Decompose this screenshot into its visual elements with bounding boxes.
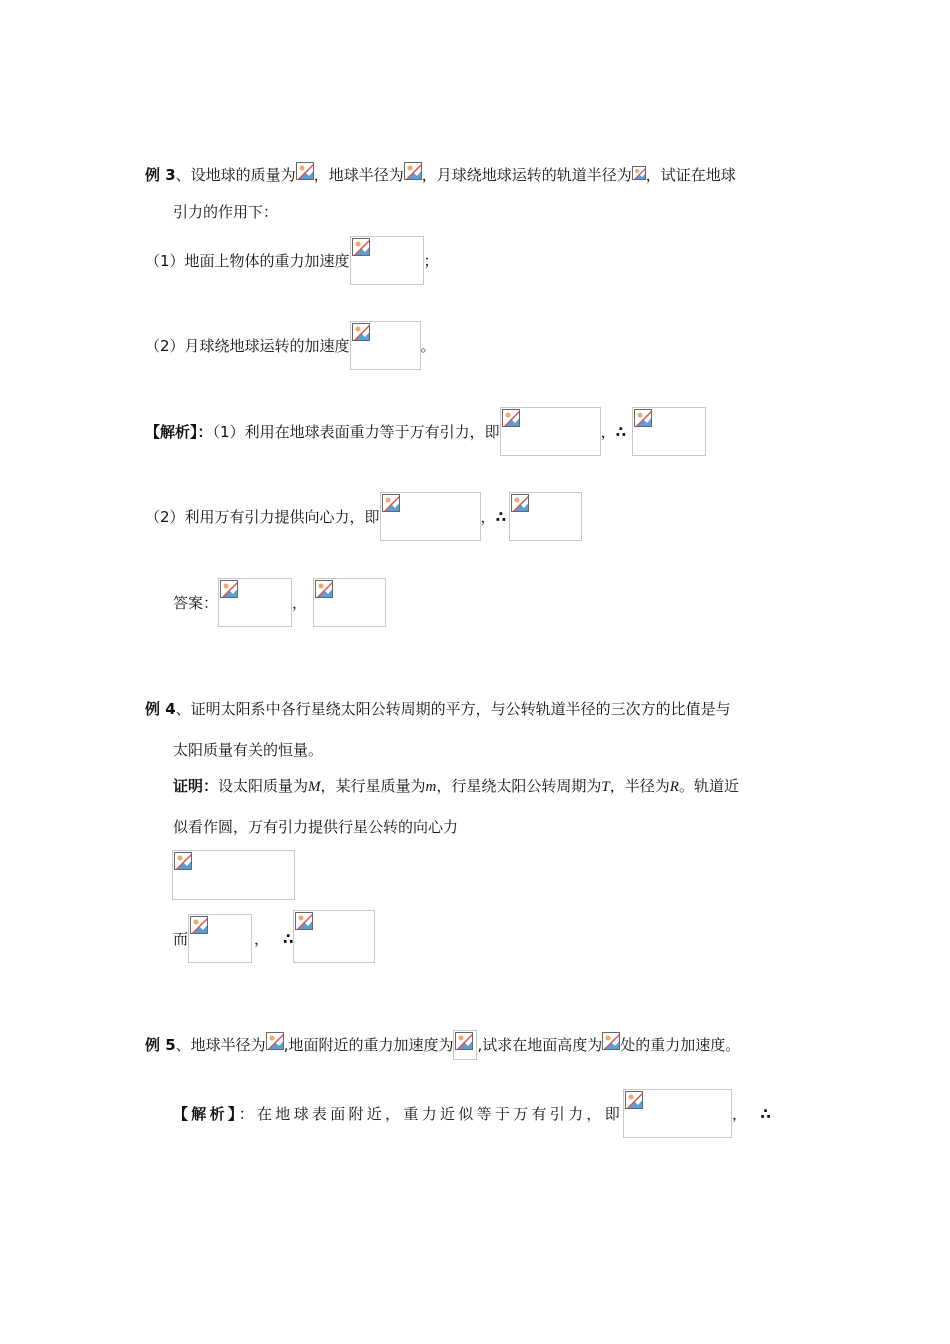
var-M: M <box>308 779 321 795</box>
ex3-label: 例 3 <box>145 166 176 184</box>
ex4-comma: ， <box>254 930 270 948</box>
proof-b: ，某行星质量为 <box>320 777 426 795</box>
ex3-line2: 引力的作用下： <box>173 203 279 221</box>
sol3-comma: ， <box>480 508 496 526</box>
formula-image <box>313 578 386 627</box>
formula-image <box>350 236 424 285</box>
therefore-symbol: ∴ <box>495 508 506 526</box>
formula-image <box>218 578 292 627</box>
proof-label: 证明： <box>173 777 219 795</box>
sol3-comma: ， <box>600 423 616 441</box>
ex5-sol-text: ：在地球表面附近，重力近似等于万有引力，即 <box>238 1105 624 1123</box>
missing-image-icon <box>296 162 314 185</box>
formula-image <box>172 850 295 900</box>
formula-image <box>500 407 601 456</box>
ex3-q1-text: （1）地面上物体的重力加速度 <box>145 252 350 270</box>
ex5-comma: ， <box>732 1105 751 1123</box>
ex5-sol-line <box>173 1089 774 1138</box>
formula-image <box>350 321 421 370</box>
sol3-line2 <box>145 492 582 541</box>
ex4-proof-line2: 似看作圆，万有引力提供行星公转的向心力 <box>173 818 459 836</box>
proof-d: ，半径为 <box>609 777 670 795</box>
ex5-text4: 处的重力加速度。 <box>620 1036 741 1054</box>
ex3-text1: 、设地球的质量为 <box>175 166 296 184</box>
ex3-q2-text: （2）月球绕地球运转的加速度 <box>145 337 350 355</box>
ex3-line1 <box>145 162 736 185</box>
var-m: m <box>425 779 437 795</box>
therefore-symbol: ∴ <box>615 423 627 441</box>
ex3-text4: ，试证在地球 <box>645 166 736 184</box>
sol3-p1: （1）利用在地球表面重力等于万有引力，即 <box>212 423 500 441</box>
formula-image <box>623 1089 732 1138</box>
ex4-er: 而 <box>173 930 189 948</box>
ex4-line2: 太阳质量有关的恒量。 <box>173 741 324 759</box>
formula-image <box>632 407 706 456</box>
ex5-text1: 、地球半径为 <box>175 1036 266 1054</box>
var-R: R <box>669 779 679 795</box>
ex3-q1-end: ； <box>423 252 439 270</box>
ex4-line1 <box>145 699 731 719</box>
ex5-sol-label: 【解析】 <box>173 1105 239 1123</box>
ex4-proof-line1 <box>173 776 739 797</box>
sol3-line1 <box>145 407 706 456</box>
ex4-label: 例 4 <box>145 700 176 718</box>
sol3-label: 【解析】 <box>145 423 198 441</box>
sol3-answer <box>173 578 386 627</box>
ex5-label: 例 5 <box>145 1036 176 1054</box>
ex4-text1: 、证明太阳系中各行星绕太阳公转周期的平方，与公转轨道半径的三次方的比值是与 <box>175 700 731 718</box>
ex3-text3: ，月球绕地球运转的轨道半径为 <box>421 166 632 184</box>
formula-image <box>380 492 481 541</box>
ex5-text3: ,试求在地面高度为 <box>477 1036 603 1054</box>
answer-label: 答案： <box>173 594 219 612</box>
therefore-symbol: ∴ <box>283 930 294 948</box>
formula-image <box>453 1030 477 1060</box>
ex3-q1 <box>145 236 439 285</box>
answer-comma: ， <box>292 594 308 612</box>
ex5-text2: ,地面附近的重力加速度为 <box>283 1036 454 1054</box>
formula-image <box>293 910 375 963</box>
proof-e: 。轨道近 <box>678 777 739 795</box>
missing-image-icon <box>602 1030 620 1060</box>
missing-image-icon <box>404 162 422 185</box>
ex4-result-line <box>173 910 375 963</box>
ex3-q2 <box>145 321 436 370</box>
proof-c: ，行星绕太阳公转周期为 <box>436 777 602 795</box>
missing-image-icon <box>266 1030 284 1060</box>
ex5-line1 <box>145 1030 740 1060</box>
ex3-text2: ，地球半径为 <box>313 166 404 184</box>
formula-image <box>509 492 582 541</box>
proof-a: 设太阳质量为 <box>218 777 309 795</box>
var-T: T <box>601 779 610 795</box>
sol3-p2: （2）利用万有引力提供向心力，即 <box>145 508 380 526</box>
sol3-colon: ： <box>197 423 213 441</box>
ex3-q2-end: 。 <box>420 337 436 355</box>
therefore-symbol: ∴ <box>760 1105 775 1123</box>
missing-image-icon <box>632 165 646 185</box>
formula-image <box>188 914 252 963</box>
